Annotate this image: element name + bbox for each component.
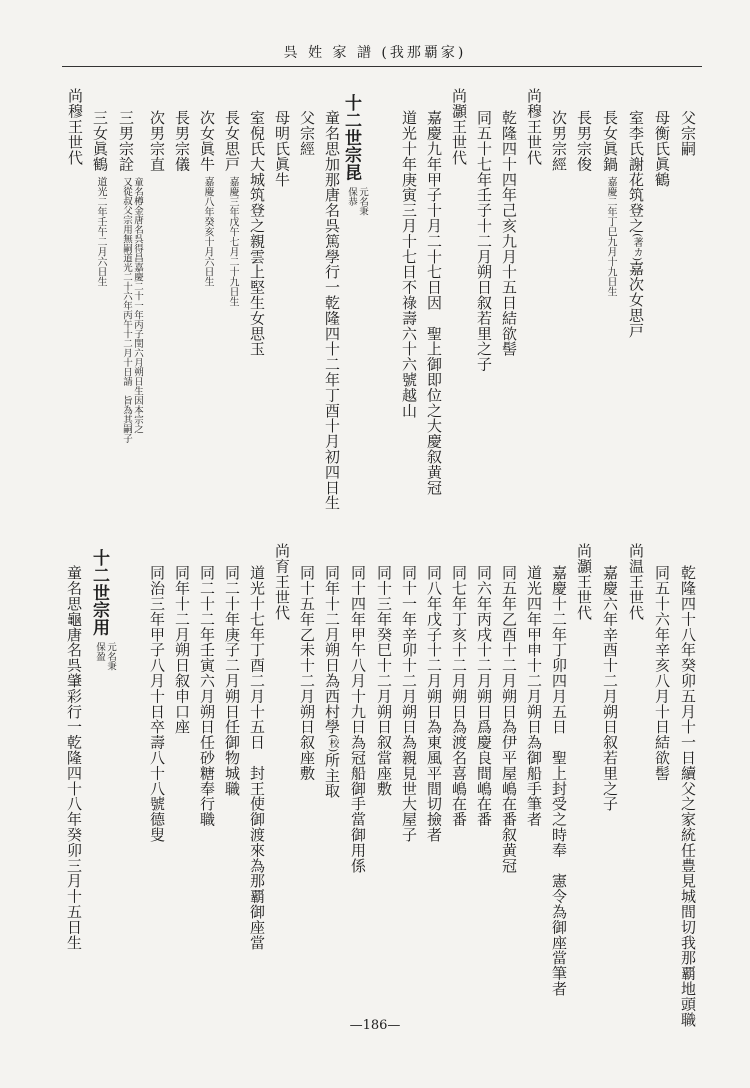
upper-col-19: 次女眞牛 嘉慶八年癸亥十月六日生 xyxy=(198,110,216,287)
upper-col-12: 道光十年庚寅三月十七日不祿壽六十六號越山 xyxy=(400,110,418,418)
upper-col-18: 長女思戸 嘉慶三年戊午七月二十九日生 xyxy=(223,110,241,307)
lower-col-20: 同二十二年壬寅六月朔日任砂糖奉行職 xyxy=(198,565,216,827)
lower-col-16: 同十五年乙未十二月朔日叙座敷 xyxy=(298,565,316,781)
upper-col-17: 室倪氏大城筑登之親雲上堅生女思玉 xyxy=(248,110,266,357)
lower-col-1: 乾隆四十八年癸卯五月十一日續父之家統任豊見城間切我那覇地頭職 xyxy=(679,565,697,1027)
upper-col-2: 母衡氏眞鶴 xyxy=(653,110,671,187)
upper-col-24: 尚穆王世代 xyxy=(66,88,84,165)
upper-col-16: 母明氏眞牛 xyxy=(273,110,291,187)
lower-col-2: 同五十六年辛亥八月十日結欲髻 xyxy=(653,565,671,781)
upper-col-11: 嘉慶九年甲子十月二十七日因 聖上御即位之大慶叙黄冠 xyxy=(425,110,443,495)
upper-col-23: 三女眞鶴 道光二年壬午二月六日生 xyxy=(91,110,109,287)
upper-col-8: 乾隆四十四年己亥九月十五日結欲髻 xyxy=(500,110,518,357)
upper-col-22: 三男宗詮 童名樽金唐名呉得昌嘉慶二十一年丙子閏六月朔日生因本宗之 又從叔父宗用無嗣道光二十六年丙午十二月十日請 旨為其嗣子 xyxy=(117,110,143,443)
lower-col-4: 嘉慶六年辛酉十二月朔日叙若里之子 xyxy=(601,565,619,812)
upper-col-6: 次男宗經 xyxy=(550,110,568,172)
upper-col-15: 父宗經 xyxy=(298,110,316,157)
lower-col-3: 尚温王世代 xyxy=(627,543,645,620)
upper-col-4: 長女眞鍋 嘉慶二年丁巳九月十九日生 xyxy=(601,110,619,297)
upper-col-7: 尚穆王世代 xyxy=(525,88,543,165)
lower-col-24: 童名思龜唐名呉肇彩行一乾隆四十八年癸卯三月十五日生 xyxy=(65,565,83,950)
upper-col-5: 長男宗俊 xyxy=(575,110,593,172)
generation-heading-12-zongkun: 十二世宗昆 元名秉 保恭 xyxy=(341,94,368,216)
lower-col-22: 同治三年甲子八月十日卒壽八十八號德叟 xyxy=(148,565,166,843)
page-number: —186— xyxy=(349,1018,401,1033)
generation-heading-12-zongyong: 十二世宗用 元名秉 保盈 xyxy=(89,549,116,671)
upper-col-3: 室李氏謝花筑登之(著カ)嘉次女思戸 xyxy=(627,110,645,339)
lower-col-18: 道光十七年丁酉二月十五日 封王使御渡來為那覇御座當 xyxy=(248,565,266,950)
lower-col-9: 同六年丙戌十二月朔日爲慶良間嶋在番 xyxy=(475,565,493,827)
lower-col-17: 尚育王世代 xyxy=(273,543,291,620)
upper-col-10: 尚灝王世代 xyxy=(450,88,468,165)
lower-col-5: 尚灝王世代 xyxy=(575,543,593,620)
upper-col-14: 童名思加那唐名呉篤學行一乾隆四十二年丁酉十月初四日生 xyxy=(323,110,341,511)
upper-col-9: 同五十七年壬子十二月朔日叙若里之子 xyxy=(475,110,493,372)
lower-col-13: 同十三年癸巳十二月朔日叙當座敷 xyxy=(375,565,393,796)
lower-col-19: 同二十年庚子二月朔日任御物城職 xyxy=(223,565,241,796)
lower-col-12: 同十一年辛卯十二月朔日為親見世大屋子 xyxy=(400,565,418,843)
lower-col-8: 同五年乙酉十二月朔日為伊平屋嶋在番叙黄冠 xyxy=(500,565,518,873)
upper-col-21: 次男宗直 xyxy=(148,110,166,172)
header-rule xyxy=(62,66,702,67)
page-title: 呉 姓 家 譜 (我那覇家) xyxy=(283,45,467,61)
lower-col-10: 同七年丁亥十二月朔日為渡名喜嶋在番 xyxy=(450,565,468,827)
lower-col-7: 道光四年甲申十二月朔日為御船手筆者 xyxy=(525,565,543,827)
lower-col-15: 同年十二月朔日為西村學(校)所主取 xyxy=(323,565,341,799)
lower-col-11: 同八年戊子十二月朔日為東風平間切撿者 xyxy=(425,565,443,843)
lower-col-14: 同十四年甲午八月十九日為冠船御手當御用係 xyxy=(349,565,367,873)
lower-col-6: 嘉慶十二年丁卯四月五日 聖上封受之時奉 憲令為御座當筆者 xyxy=(550,565,568,997)
upper-col-20: 長男宗儀 xyxy=(173,110,191,172)
upper-col-1: 父宗嗣 xyxy=(679,110,697,157)
lower-col-21: 同年十二月朔日叙申口座 xyxy=(173,565,191,735)
